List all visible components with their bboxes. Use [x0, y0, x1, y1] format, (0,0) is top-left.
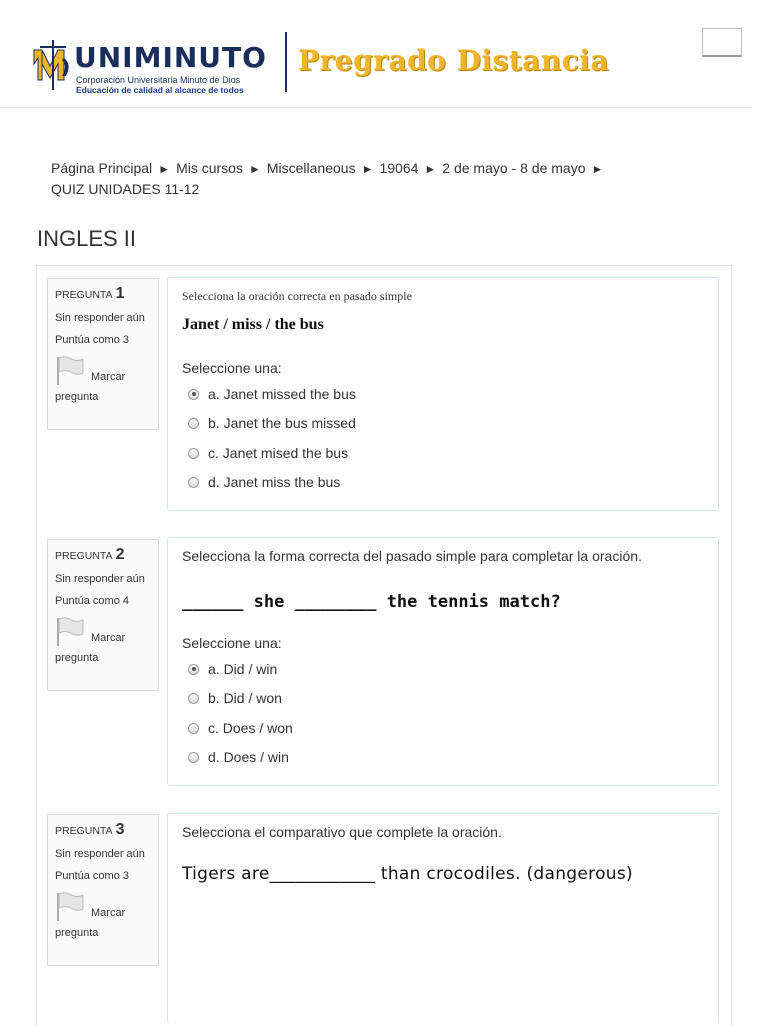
logo-subtitle: Corporación Universitaria Minuto de Dios: [76, 75, 241, 85]
question-content-2: [167, 537, 719, 786]
header-divider: [285, 32, 287, 92]
option-label: a. Did / win: [208, 661, 278, 677]
breadcrumb-category[interactable]: Miscellaneous: [266, 160, 356, 176]
flag-label: Marcar: [91, 907, 126, 919]
question-sentence: Janet / miss / the bus: [182, 316, 324, 333]
site-header: [0, 0, 752, 108]
radio-button[interactable]: [188, 752, 199, 763]
breadcrumb-separator: ►: [248, 162, 261, 176]
flag-question-button[interactable]: [55, 616, 158, 664]
breadcrumb-section[interactable]: 2 de mayo - 8 de mayo: [442, 160, 586, 176]
option-label: d. Does / win: [208, 749, 289, 765]
radio-button[interactable]: [188, 664, 199, 675]
answer-option-d[interactable]: [188, 472, 340, 492]
answer-option-a[interactable]: [188, 659, 277, 679]
radio-button[interactable]: [188, 693, 199, 704]
flag-icon: [55, 355, 85, 385]
flag-question-button[interactable]: [55, 891, 158, 939]
option-label: c. Janet mised the bus: [208, 445, 349, 461]
flag-icon: [55, 891, 85, 921]
answer-option-d[interactable]: [188, 747, 289, 767]
radio-button[interactable]: [188, 418, 199, 429]
question-prompt: Selecciona la forma correcta del pasado simple para completar la oración.: [182, 548, 642, 564]
flag-question-button[interactable]: [55, 355, 158, 403]
answer-option-c[interactable]: [188, 718, 293, 738]
user-menu-button[interactable]: [702, 28, 742, 57]
question-info-1: [47, 278, 159, 430]
option-label: b. Janet the bus missed: [208, 415, 356, 431]
breadcrumb-course[interactable]: 19064: [379, 160, 419, 176]
radio-button[interactable]: [188, 389, 199, 400]
question-score: Puntúa como 3: [55, 870, 129, 882]
site-name: Pregrado Distancia: [298, 44, 610, 77]
flag-label: Marcar: [91, 632, 126, 644]
question-info-3: [47, 814, 159, 966]
breadcrumb-separator: ►: [591, 162, 604, 176]
question-status: Sin responder aún: [55, 312, 145, 324]
question-number: 1: [115, 285, 125, 302]
breadcrumb-quiz[interactable]: QUIZ UNIDADES 11-12: [51, 181, 200, 197]
question-number: 2: [115, 546, 125, 563]
breadcrumb-separator: ►: [158, 162, 171, 176]
flag-label: Marcar: [91, 371, 126, 383]
flag-label-2: pregunta: [55, 927, 99, 939]
question-label: PREGUNTA: [55, 825, 113, 837]
choose-one-label: Seleccione una:: [182, 635, 282, 651]
md-logo-icon: [28, 36, 72, 90]
breadcrumb-separator: ►: [361, 162, 374, 176]
option-label: d. Janet miss the bus: [208, 474, 341, 490]
page-title: INGLES II: [37, 226, 137, 251]
choose-one-label: Seleccione una:: [182, 360, 282, 376]
answer-option-a[interactable]: [188, 384, 356, 404]
question-content-3: [167, 813, 719, 1024]
breadcrumb: [51, 158, 671, 199]
radio-button[interactable]: [188, 448, 199, 459]
answer-option-b[interactable]: [188, 688, 282, 708]
logo-title: UNIMINUTO: [74, 41, 267, 74]
question-info-2: [47, 539, 159, 691]
question-number: 3: [115, 821, 125, 838]
question-label: PREGUNTA: [55, 550, 113, 562]
question-sentence: Tigers are____________ than crocodiles. (dangerous): [182, 864, 633, 884]
flag-label-2: pregunta: [55, 652, 99, 664]
option-label: a. Janet missed the bus: [208, 386, 356, 402]
answer-option-c[interactable]: [188, 443, 348, 463]
question-status: Sin responder aún: [55, 573, 145, 585]
question-sentence: ______ she ________ the tennis match?: [182, 592, 561, 612]
question-status: Sin responder aún: [55, 848, 145, 860]
logo-tagline: Educación de calidad al alcance de todos: [76, 85, 244, 95]
question-score: Puntúa como 4: [55, 595, 129, 607]
breadcrumb-separator: ►: [424, 162, 437, 176]
question-prompt: Selecciona la oración correcta en pasado simple: [182, 289, 412, 303]
breadcrumb-home[interactable]: Página Principal: [51, 160, 153, 176]
radio-button[interactable]: [188, 477, 199, 488]
flag-label-2: pregunta: [55, 391, 99, 403]
question-label: PREGUNTA: [55, 289, 113, 301]
answer-option-b[interactable]: [188, 413, 356, 433]
option-label: c. Does / won: [208, 720, 293, 736]
question-content-1: [167, 277, 719, 511]
breadcrumb-my-courses[interactable]: Mis cursos: [176, 160, 243, 176]
question-prompt: Selecciona el comparativo que complete la oración.: [182, 824, 502, 840]
flag-icon: [55, 616, 85, 646]
radio-button[interactable]: [188, 723, 199, 734]
question-score: Puntúa como 3: [55, 334, 129, 346]
option-label: b. Did / won: [208, 690, 282, 706]
uniminuto-logo[interactable]: [28, 28, 290, 94]
